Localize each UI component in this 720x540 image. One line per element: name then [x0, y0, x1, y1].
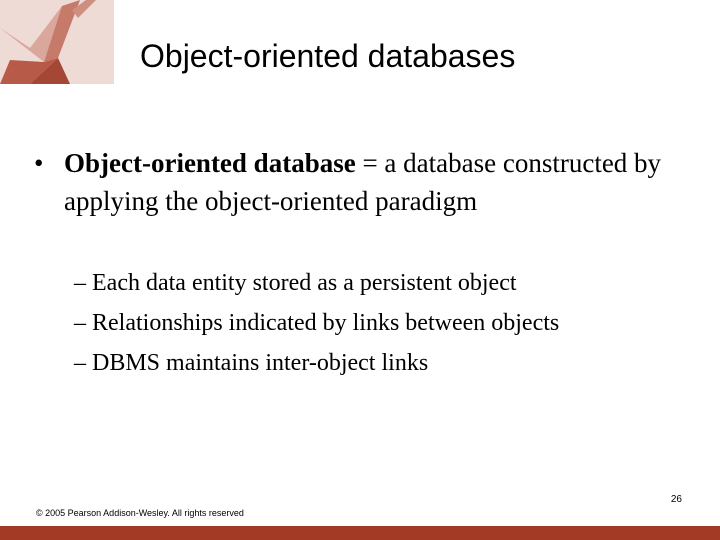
- copyright-notice: © 2005 Pearson Addison-Wesley. All rights reserved: [36, 508, 244, 518]
- bullet-term: Object-oriented database: [64, 148, 356, 178]
- sub-bullet-item: – Relationships indicated by links between objects: [74, 310, 560, 336]
- bullet-marker: •: [34, 148, 44, 178]
- sub-bullet-item: – Each data entity stored as a persistent object: [74, 270, 517, 296]
- footer-accent-bar: [0, 526, 720, 540]
- paper-crane-logo: [0, 0, 114, 84]
- bullet-text: [64, 144, 674, 220]
- page-number: 26: [670, 494, 682, 505]
- bullet-definition: = a database constructed by applying the object-oriented paradigm: [64, 148, 662, 216]
- sub-bullet-list: [74, 263, 694, 383]
- main-bullet: [34, 144, 674, 220]
- slide-title: Object-oriented databases: [140, 38, 516, 74]
- sub-bullet-item: – DBMS maintains inter-object links: [74, 350, 429, 376]
